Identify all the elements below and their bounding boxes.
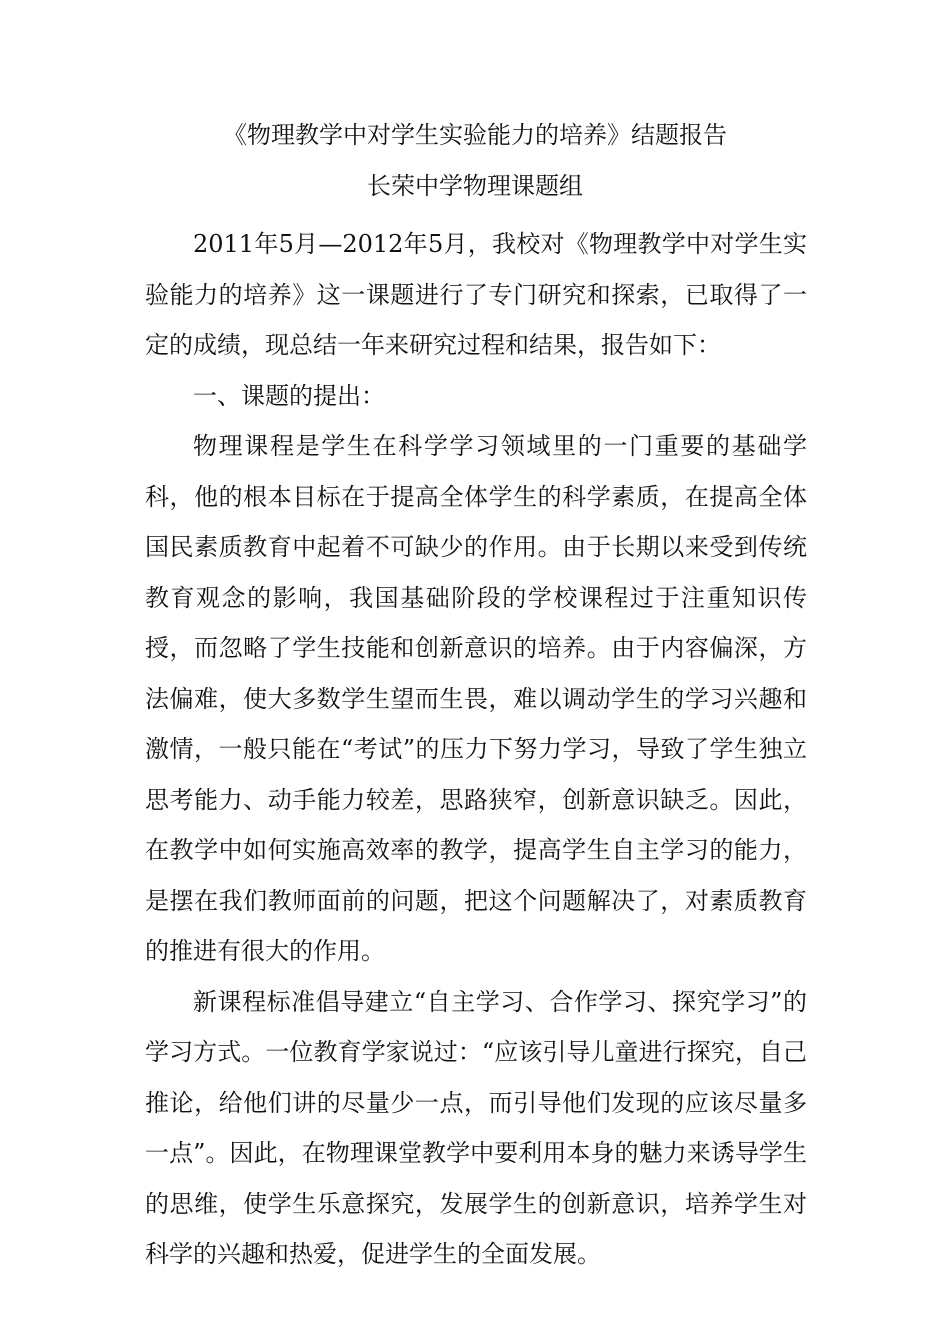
paragraph-new-curriculum: 新课程标准倡导建立“自主学习、合作学习、探究学习”的学习方式。一位教育学家说过：“应该引导儿童进行探究，自己推论，给他们讲的尽量少一点，而引导他们发现的应该尽量多一点”。因此，在物理课堂教学中要利用本身的魅力来诱导学生的思维，使学生乐意探究，发展学生的创新意识，培养学生对科学的兴趣和热爱，促进学生的全面发展。	[145, 987, 807, 1268]
paragraph-intro: 2011年5月—2012年5月，我校对《物理教学中对学生实验能力的培养》这一课题进行了专门研究和探索，已取得了一定的成绩，现总结一年来研究过程和结果，报告如下：	[145, 230, 807, 359]
section-heading: 一、课题的提出：	[193, 381, 385, 410]
paragraph-background: 物理课程是学生在科学学习领域里的一门重要的基础学科，他的根本目标在于提高全体学生的科学素质，在提高全体国民素质教育中起着不可缺少的作用。由于长期以来受到传统教育观念的影响，我国基础阶段的学校课程过于注重知识传授，而忽略了学生技能和创新意识的培养。由于内容偏深，方法偏难，使大多数学生望而生畏，难以调动学生的学习兴趣和激情，一般只能在“考试”的压力下努力学习，导致了学生独立思考能力、动手能力较差，思路狭窄，创新意识缺乏。因此，在教学中如何实施高效率的教学，提高学生自主学习的能力，是摆在我们教师面前的问题，把这个问题解决了，对素质教育的推进有很大的作用。	[145, 432, 807, 965]
document-title: 《物理教学中对学生实验能力的培养》结题报告	[223, 121, 727, 149]
document-body	[145, 219, 807, 1280]
document-author: 长荣中学物理课题组	[367, 172, 583, 200]
